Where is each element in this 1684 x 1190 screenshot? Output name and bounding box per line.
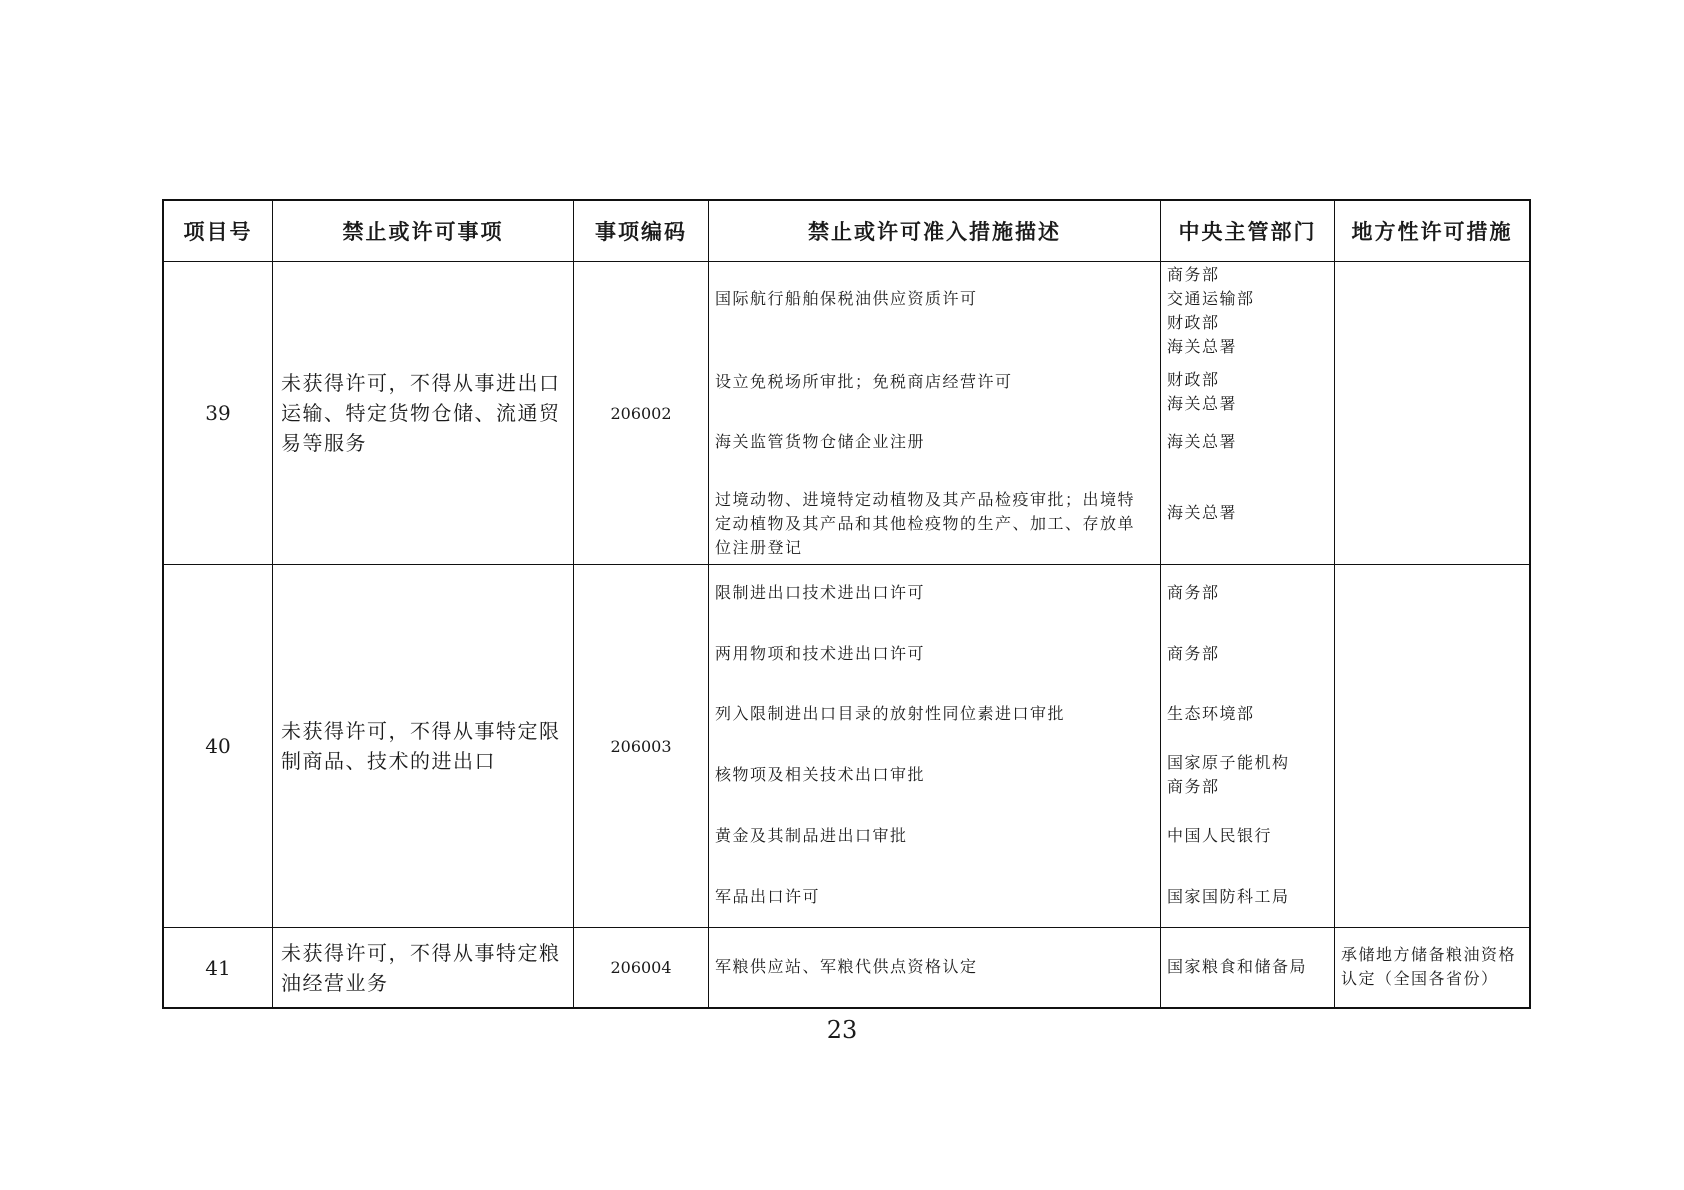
measure-description <box>709 702 1160 726</box>
department-list <box>1161 751 1334 799</box>
department-list <box>1161 928 1334 1006</box>
department-name: 生态环境部 <box>1167 704 1255 723</box>
department-name: 商务部 <box>1167 583 1220 602</box>
item-text <box>272 565 573 927</box>
table-row <box>164 564 1529 927</box>
department-name: 国家原子能机构 <box>1167 753 1290 772</box>
measure-description <box>709 763 1160 787</box>
measure-description-cell <box>708 928 1160 1007</box>
item-number: 40 <box>205 734 231 758</box>
central-department-cell <box>1160 262 1334 564</box>
item-label: 未获得许可，不得从事进出口运输、特定货物仓储、流通贸易等服务 <box>281 371 561 455</box>
description-line: 限制进出口技术进出口许可 <box>715 583 926 602</box>
description-line: 海关监管货物仓储企业注册 <box>715 432 926 451</box>
page-number: 23 <box>826 1016 858 1044</box>
department-list <box>1161 501 1334 525</box>
table-header-row <box>164 201 1529 261</box>
measure-description <box>709 370 1160 394</box>
department-list <box>1161 824 1334 848</box>
local-measure <box>1334 262 1529 564</box>
measure-description-cell <box>708 565 1160 927</box>
description-line: 黄金及其制品进出口审批 <box>715 826 908 845</box>
local-measure-cell <box>1334 928 1529 1007</box>
item-number: 41 <box>205 955 231 980</box>
item-label: 未获得许可，不得从事特定粮油经营业务 <box>281 940 561 995</box>
department-list <box>1161 885 1334 909</box>
department-name: 国家粮食和储备局 <box>1167 957 1308 976</box>
header-measure-description: 禁止或许可准入措施描述 <box>708 201 1160 261</box>
local-measure-text: 承储地方储备粮油资格认定（全国各省份） <box>1341 945 1517 988</box>
department-list <box>1161 430 1334 454</box>
measure-description <box>709 824 1160 848</box>
table-row <box>164 261 1529 564</box>
measure-description <box>709 430 1160 454</box>
permit-table <box>162 199 1531 1009</box>
description-line: 位注册登记 <box>715 538 803 557</box>
item-number: 39 <box>205 401 231 425</box>
department-name: 商务部 <box>1167 265 1220 284</box>
description-line: 两用物项和技术进出口许可 <box>715 644 926 663</box>
item-text <box>272 262 573 564</box>
measure-description <box>709 642 1160 666</box>
measure-description <box>709 486 1160 562</box>
header-local-measure: 地方性许可措施 <box>1334 201 1529 261</box>
item-code: 206003 <box>573 565 708 927</box>
department-list <box>1161 263 1334 359</box>
central-department-cell <box>1160 928 1334 1007</box>
measure-description <box>709 928 1160 1006</box>
department-name: 财政部 <box>1167 313 1220 332</box>
department-name: 海关总署 <box>1167 337 1238 356</box>
description-line: 定动植物及其产品和其他检疫物的生产、加工、存放单 <box>715 514 1136 533</box>
measure-description <box>709 581 1160 605</box>
description-line: 过境动物、进境特定动植物及其产品检疫审批；出境特 <box>715 490 1136 509</box>
local-measure <box>1335 928 1529 1006</box>
description-line: 列入限制进出口目录的放射性同位素进口审批 <box>715 704 1066 723</box>
department-name: 海关总署 <box>1167 432 1238 451</box>
department-list <box>1161 581 1334 605</box>
department-name: 商务部 <box>1167 777 1220 796</box>
department-name: 国家国防科工局 <box>1167 887 1290 906</box>
header-central-department: 中央主管部门 <box>1160 201 1334 261</box>
description-line: 军粮供应站、军粮代供点资格认定 <box>715 957 978 976</box>
department-list <box>1161 702 1334 726</box>
department-name: 海关总署 <box>1167 503 1238 522</box>
department-name: 交通运输部 <box>1167 289 1255 308</box>
central-department-cell <box>1160 565 1334 927</box>
item-code: 206004 <box>573 928 708 1007</box>
measure-description <box>709 885 1160 909</box>
local-measure <box>1334 565 1529 927</box>
department-list <box>1161 642 1334 666</box>
table-row <box>164 927 1529 1007</box>
item-label: 未获得许可，不得从事特定限制商品、技术的进出口 <box>281 719 561 773</box>
department-name: 商务部 <box>1167 644 1220 663</box>
department-name: 中国人民银行 <box>1167 826 1273 845</box>
item-code: 206002 <box>573 262 708 564</box>
header-item-number: 项目号 <box>183 220 253 244</box>
description-line: 军品出口许可 <box>715 887 821 906</box>
item-text <box>272 928 573 1007</box>
measure-description-cell <box>708 262 1160 564</box>
description-line: 设立免税场所审批；免税商店经营许可 <box>715 372 1013 391</box>
department-name: 财政部 <box>1167 370 1220 389</box>
description-line: 国际航行船舶保税油供应资质许可 <box>715 289 978 308</box>
department-list <box>1161 368 1334 416</box>
measure-description <box>709 276 1160 322</box>
header-item-code: 事项编码 <box>573 201 708 261</box>
description-line: 核物项及相关技术出口审批 <box>715 765 926 784</box>
department-name: 海关总署 <box>1167 394 1238 413</box>
header-item: 禁止或许可事项 <box>272 201 573 261</box>
